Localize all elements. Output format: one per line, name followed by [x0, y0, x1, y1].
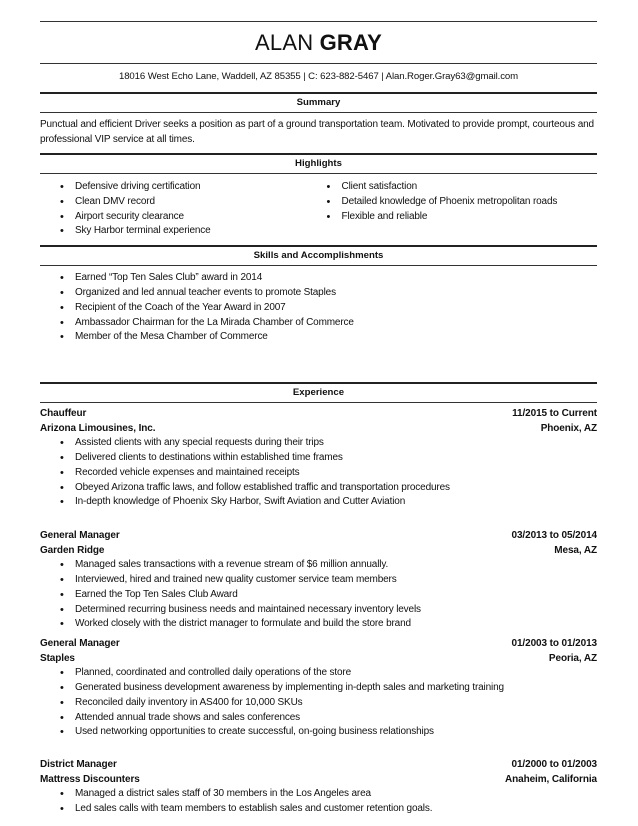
bullet-item: • Worked closely with the district manager to formulate and build the store brand: [60, 617, 597, 632]
bullet-item: • Airport security clearance: [60, 210, 319, 225]
bullet-item: • Led sales calls with team members to establish sales and customer retention goals.: [60, 802, 597, 817]
first-name: ALAN: [255, 30, 314, 55]
bullet-item: • Flexible and reliable: [327, 210, 598, 225]
section-title-highlights: Highlights: [295, 158, 342, 169]
resume-page: [0, 21, 638, 826]
highlights-right-column: [319, 180, 598, 239]
job-location: Peoria, AZ: [548, 652, 597, 664]
bullet-item: • Managed sales transactions with a revenue stream of $6 million annually.: [60, 558, 597, 573]
section-title-summary: Summary: [296, 97, 341, 108]
job-entry: [40, 529, 597, 632]
job-company-row: [40, 422, 597, 437]
bullet-item: • Earned “Top Ten Sales Club” award in 2014: [60, 271, 597, 286]
bullet-item: • Member of the Mesa Chamber of Commerce: [60, 330, 597, 345]
job-bullets: [40, 787, 597, 817]
job-dates: 01/2000 to 01/2003: [511, 759, 597, 771]
experience-section: [40, 403, 597, 817]
job-location: Anaheim, California: [504, 773, 597, 785]
job-title-row: [40, 758, 597, 773]
bullet-item: • In-depth knowledge of Phoenix Sky Harbor, Swift Aviation and Cutter Aviation: [60, 495, 597, 510]
bullet-item: • Recorded vehicle expenses and maintained receipts: [60, 466, 597, 481]
job-company-row: [40, 773, 597, 788]
bullet-item: • Interviewed, hired and trained new quality customer service team members: [60, 573, 597, 588]
job-dates: 11/2015 to Current: [512, 408, 597, 420]
bullet-item: • Defensive driving certification: [60, 180, 319, 195]
job-bullets: [40, 558, 597, 632]
bullet-item: • Attended annual trade shows and sales conferences: [60, 711, 597, 726]
job-entry: [40, 637, 597, 740]
bullet-item: • Obeyed Arizona traffic laws, and follow established traffic and transportation procedures: [60, 481, 597, 496]
job-role: General Manager: [40, 530, 120, 542]
bullet-item: • Detailed knowledge of Phoenix metropolitan roads: [327, 195, 598, 210]
job-company-row: [40, 544, 597, 559]
bullet-item: • Determined recurring business needs and maintained necessary inventory levels: [60, 603, 597, 618]
skills-section: [40, 266, 597, 382]
job-dates: 03/2013 to 05/2014: [511, 530, 597, 542]
last-name: GRAY: [319, 30, 382, 55]
highlights-left-column: [40, 180, 319, 239]
bullet-item: • Ambassador Chairman for the La Mirada Chamber of Commerce: [60, 316, 597, 331]
bullet-item: • Delivered clients to destinations within established time frames: [60, 451, 597, 466]
job-role: District Manager: [40, 759, 117, 771]
bullet-item: • Clean DMV record: [60, 195, 319, 210]
job-location: Mesa, AZ: [554, 544, 597, 556]
bullet-item: • Planned, coordinated and controlled daily operations of the store: [60, 666, 597, 681]
bullet-item: • Sky Harbor terminal experience: [60, 224, 319, 239]
job-entry: [40, 407, 597, 510]
section-title-skills: Skills and Accomplishments: [253, 250, 384, 262]
job-role: General Manager: [40, 638, 120, 650]
bullet-item: • Generated business development awareness by implementing in-depth sales and marketing training: [60, 681, 597, 696]
highlights-grid: [40, 174, 597, 245]
summary-text: Punctual and efficient Driver seeks a position as part of a ground transportation team. Motivated to provide prompt, courteous and professional VIP service at all times.: [40, 119, 594, 145]
bullet-item: • Earned the Top Ten Sales Club Award: [60, 588, 597, 603]
bullet-item: • Recipient of the Coach of the Year Award in 2007: [60, 301, 597, 316]
bullet-item: • Reconciled daily inventory in AS400 for 10,000 SKUs: [60, 696, 597, 711]
contact-line: 18016 West Echo Lane, Waddell, AZ 85355 | C: 623-882-5467 | Alan.Roger.Gray63@gmail.com: [118, 71, 519, 82]
job-dates: 01/2003 to 01/2013: [511, 638, 597, 650]
job-bullets: [40, 436, 597, 510]
job-location: Phoenix, AZ: [540, 422, 597, 434]
job-company: Mattress Discounters: [40, 773, 140, 785]
job-company: Arizona Limousines, Inc.: [40, 422, 156, 434]
candidate-name: [40, 22, 597, 63]
job-bullets: [40, 666, 597, 740]
job-role: Chauffeur: [40, 408, 87, 420]
bullet-item: • Managed a district sales staff of 30 members in the Los Angeles area: [60, 787, 597, 802]
job-entry: [40, 758, 597, 817]
job-company: Staples: [40, 652, 75, 664]
bullet-item: • Used networking opportunities to create successful, on-going business relationships: [60, 725, 597, 740]
section-title-experience: Experience: [292, 387, 345, 399]
bullet-item: • Organized and led annual teacher events to promote Staples: [60, 286, 597, 301]
job-title-row: [40, 529, 597, 544]
job-title-row: [40, 407, 597, 422]
job-title-row: [40, 637, 597, 652]
bullet-item: • Client satisfaction: [327, 180, 598, 195]
job-company-row: [40, 652, 597, 667]
bullet-item: • Assisted clients with any special requests during their trips: [60, 436, 597, 451]
job-company: Garden Ridge: [40, 544, 105, 556]
